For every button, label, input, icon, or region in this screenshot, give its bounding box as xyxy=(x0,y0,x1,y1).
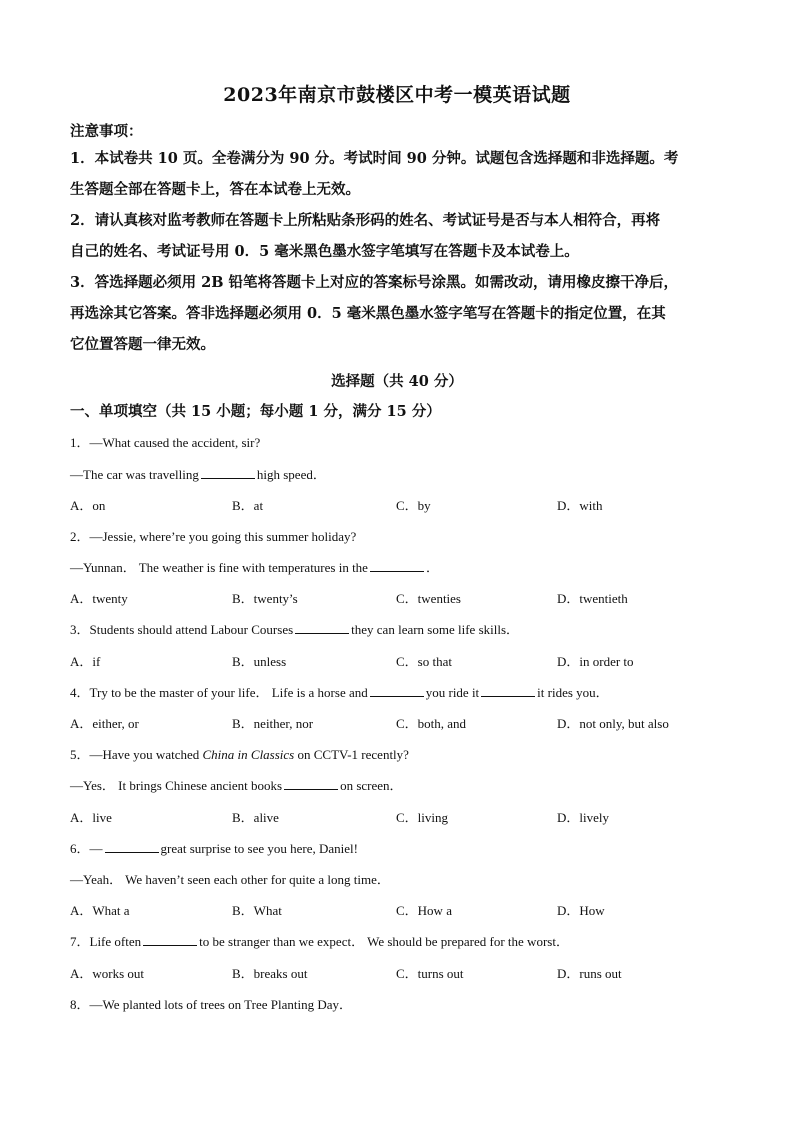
part-title: 一、单项填空（共 15 小题；每小题 1 分，满分 15 分） xyxy=(70,403,441,420)
option-c: C．living xyxy=(396,810,449,825)
option-a: A．on xyxy=(70,498,106,513)
option-b: B．neither, nor xyxy=(232,716,314,731)
question-2-stem: 2．—Jessie, where’re you going this summer holiday? xyxy=(70,529,357,544)
option-a: A．live xyxy=(70,810,112,825)
question-1-options xyxy=(70,495,730,513)
question-6-options xyxy=(70,900,730,918)
option-c: C．by xyxy=(396,498,431,513)
option-d: D．with xyxy=(557,498,603,513)
question-6-line-2: —Yeah． We haven’t seen each other for quite a long time． xyxy=(70,872,390,887)
option-d: D．How xyxy=(557,903,605,918)
option-d: D．in order to xyxy=(557,654,634,669)
option-d: D．not only, but also xyxy=(557,716,669,731)
option-a: A．twenty xyxy=(70,591,128,606)
question-7-stem: 7．Life often to be stranger than we expect． We should be prepared for the worst． xyxy=(70,934,569,949)
option-c: C．both, and xyxy=(396,716,467,731)
answer-blank xyxy=(284,778,338,790)
question-7-options xyxy=(70,963,730,981)
option-c: C．so that xyxy=(396,654,452,669)
question-2-line-2: —Yunnan． The weather is fine with temperatures in the ． xyxy=(70,560,439,575)
question-1-stem: 1．—What caused the accident, sir? xyxy=(70,435,261,450)
option-b: B．unless xyxy=(232,654,287,669)
notice-item-2: 2．请认真核对监考教师在答题卡上所粘贴条形码的姓名、考试证号是否与本人相符合，再将 自己的姓名、考试证号用 0．5 毫米黑色墨水签字笔填写在答题卡及本试卷上。 xyxy=(70,212,661,260)
answer-blank xyxy=(105,841,159,853)
option-c: C．How a xyxy=(396,903,452,918)
question-5-stem: 5．—Have you watched China in Classics on CCTV-1 recently? xyxy=(70,747,409,762)
question-4-stem: 4．Try to be the master of your life． Life is a horse and you ride it it rides you． xyxy=(70,685,609,700)
option-d: D．twentieth xyxy=(557,591,628,606)
option-a: A．either, or xyxy=(70,716,139,731)
question-3-stem: 3．Students should attend Labour Courses they can learn some life skills． xyxy=(70,622,520,637)
option-d: D．runs out xyxy=(557,966,622,981)
notice-item-1: 1．本试卷共 10 页。全卷满分为 90 分。考试时间 90 分钟。试题包含选择题和非选择题。考 生答题全部在答题卡上，答在本试卷上无效。 xyxy=(70,150,679,198)
answer-blank xyxy=(143,934,197,946)
question-5-options xyxy=(70,807,730,825)
notice-item-3: 3．答选择题必须用 2B 铅笔将答题卡上对应的答案标号涂黑。如需改动，请用橡皮擦干净后， 再选涂其它答案。答非选择题必须用 0．5 毫米黑色墨水签字笔写在答题卡的指定位置，在其 它位置答题一律无效。 xyxy=(70,274,679,353)
option-a: A．if xyxy=(70,654,101,669)
answer-blank xyxy=(295,622,349,634)
option-c: C．twenties xyxy=(396,591,461,606)
page-title: 2023年南京市鼓楼区中考一模英语试题 xyxy=(223,84,571,106)
answer-blank xyxy=(370,685,424,697)
notice-heading: 注意事项： xyxy=(70,123,143,140)
option-c: C．turns out xyxy=(396,966,464,981)
answer-blank xyxy=(481,685,535,697)
question-6-stem: 6．— great surprise to see you here, Daniel! xyxy=(70,841,358,856)
answer-blank xyxy=(201,467,255,479)
question-8-stem: 8．—We planted lots of trees on Tree Planting Day． xyxy=(70,997,353,1012)
question-5-line-2: —Yes． It brings Chinese ancient books on screen． xyxy=(70,778,403,793)
option-b: B．breaks out xyxy=(232,966,308,981)
option-d: D．lively xyxy=(557,810,609,825)
option-a: A．works out xyxy=(70,966,145,981)
section-title: 选择题（共 40 分） xyxy=(331,373,463,390)
question-4-options xyxy=(70,713,730,731)
question-1-line-2: —The car was travelling high speed． xyxy=(70,467,326,482)
question-3-options xyxy=(70,651,730,669)
option-b: B．at xyxy=(232,498,264,513)
option-b: B．What xyxy=(232,903,282,918)
option-b: B．alive xyxy=(232,810,279,825)
answer-blank xyxy=(370,560,424,572)
question-2-options xyxy=(70,588,730,606)
option-a: A．What a xyxy=(70,903,130,918)
option-b: B．twenty’s xyxy=(232,591,298,606)
